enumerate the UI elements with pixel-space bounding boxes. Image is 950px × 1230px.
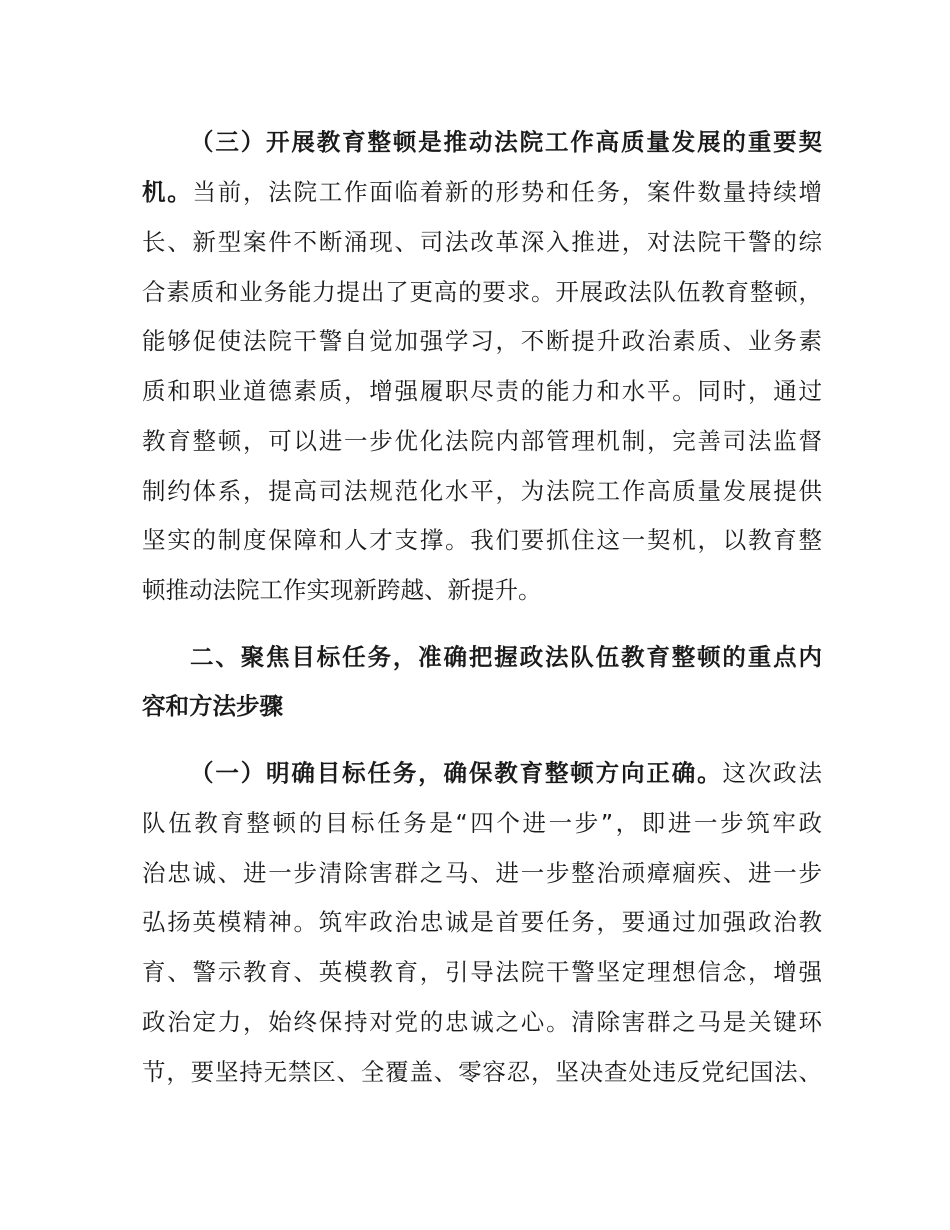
paragraph-lead-bold: （一）明确目标任务，确保教育整顿方向正确。 [190, 759, 723, 787]
paragraph-text: 弘扬英模精神。筑牢政治忠诚是首要任务，要通过加强政治教 [142, 908, 822, 936]
paragraph-text: 合素质和业务能力提出了更高的要求。开展政法队伍教育整顿， [142, 278, 822, 306]
paragraph-line [142, 326, 822, 356]
paragraph-line [190, 127, 822, 157]
paragraph-line [142, 277, 822, 307]
section-heading-text: 容和方法步骤 [142, 692, 283, 720]
paragraph-text: 政治定力，始终保持对党的忠诚之心。清除害群之马是关键环 [142, 1008, 822, 1036]
section-heading [190, 642, 822, 672]
paragraph-line [142, 227, 822, 257]
paragraph-text: 能够促使法院干警自觉加强学习，不断提升政治素质、业务素 [142, 327, 822, 355]
paragraph-text: 育、警示教育、英模教育，引导法院干警坚定理想信念，增强 [142, 958, 822, 986]
paragraph-lead-bold: （三）开展教育整顿是推动法院工作高质量发展的重要契 [190, 128, 822, 156]
paragraph-line [142, 525, 822, 555]
paragraph-line [190, 758, 822, 788]
paragraph-text: 坚实的制度保障和人才支撑。我们要抓住这一契机，以教育整 [142, 526, 822, 554]
paragraph-line [142, 1057, 822, 1087]
paragraph-line [142, 426, 822, 456]
paragraph-line [142, 957, 822, 987]
paragraph-text: 当前，法院工作面临着新的形势和任务，案件数量持续增 [192, 178, 822, 206]
paragraph-text: 队伍教育整顿的目标任务是“四个进一步”，即进一步筑牢政 [142, 809, 822, 837]
paragraph-line [142, 376, 822, 406]
paragraph-text: 治忠诚、进一步清除害群之马、进一步整治顽瘴痼疾、进一步 [142, 859, 822, 887]
paragraph-text: 这次政法 [722, 759, 823, 787]
paragraph-text: 制约体系，提高司法规范化水平，为法院工作高质量发展提供 [142, 477, 822, 505]
paragraph-text: 教育整顿，可以进一步优化法院内部管理机制，完善司法监督 [142, 427, 822, 455]
paragraph-text: 长、新型案件不断涌现、司法改革深入推进，对法院干警的综 [142, 228, 822, 256]
paragraph-text: 节，要坚持无禁区、全覆盖、零容忍，坚决查处违反党纪国法、 [142, 1058, 822, 1086]
paragraph-line [142, 177, 822, 207]
paragraph-text: 顿推动法院工作实现新跨越、新提升。 [142, 576, 542, 604]
paragraph-lead-bold: 机。 [142, 178, 193, 206]
paragraph-line [142, 1007, 822, 1037]
paragraph-line [142, 858, 822, 888]
paragraph-text: 质和职业道德素质，增强履职尽责的能力和水平。同时，通过 [142, 377, 822, 405]
paragraph-line [142, 808, 822, 838]
paragraph-line [142, 907, 822, 937]
section-heading [142, 691, 822, 721]
section-heading-text: 二、聚焦目标任务，准确把握政法队伍教育整顿的重点内 [190, 643, 822, 671]
paragraph-line [142, 575, 822, 605]
paragraph-line [142, 476, 822, 506]
